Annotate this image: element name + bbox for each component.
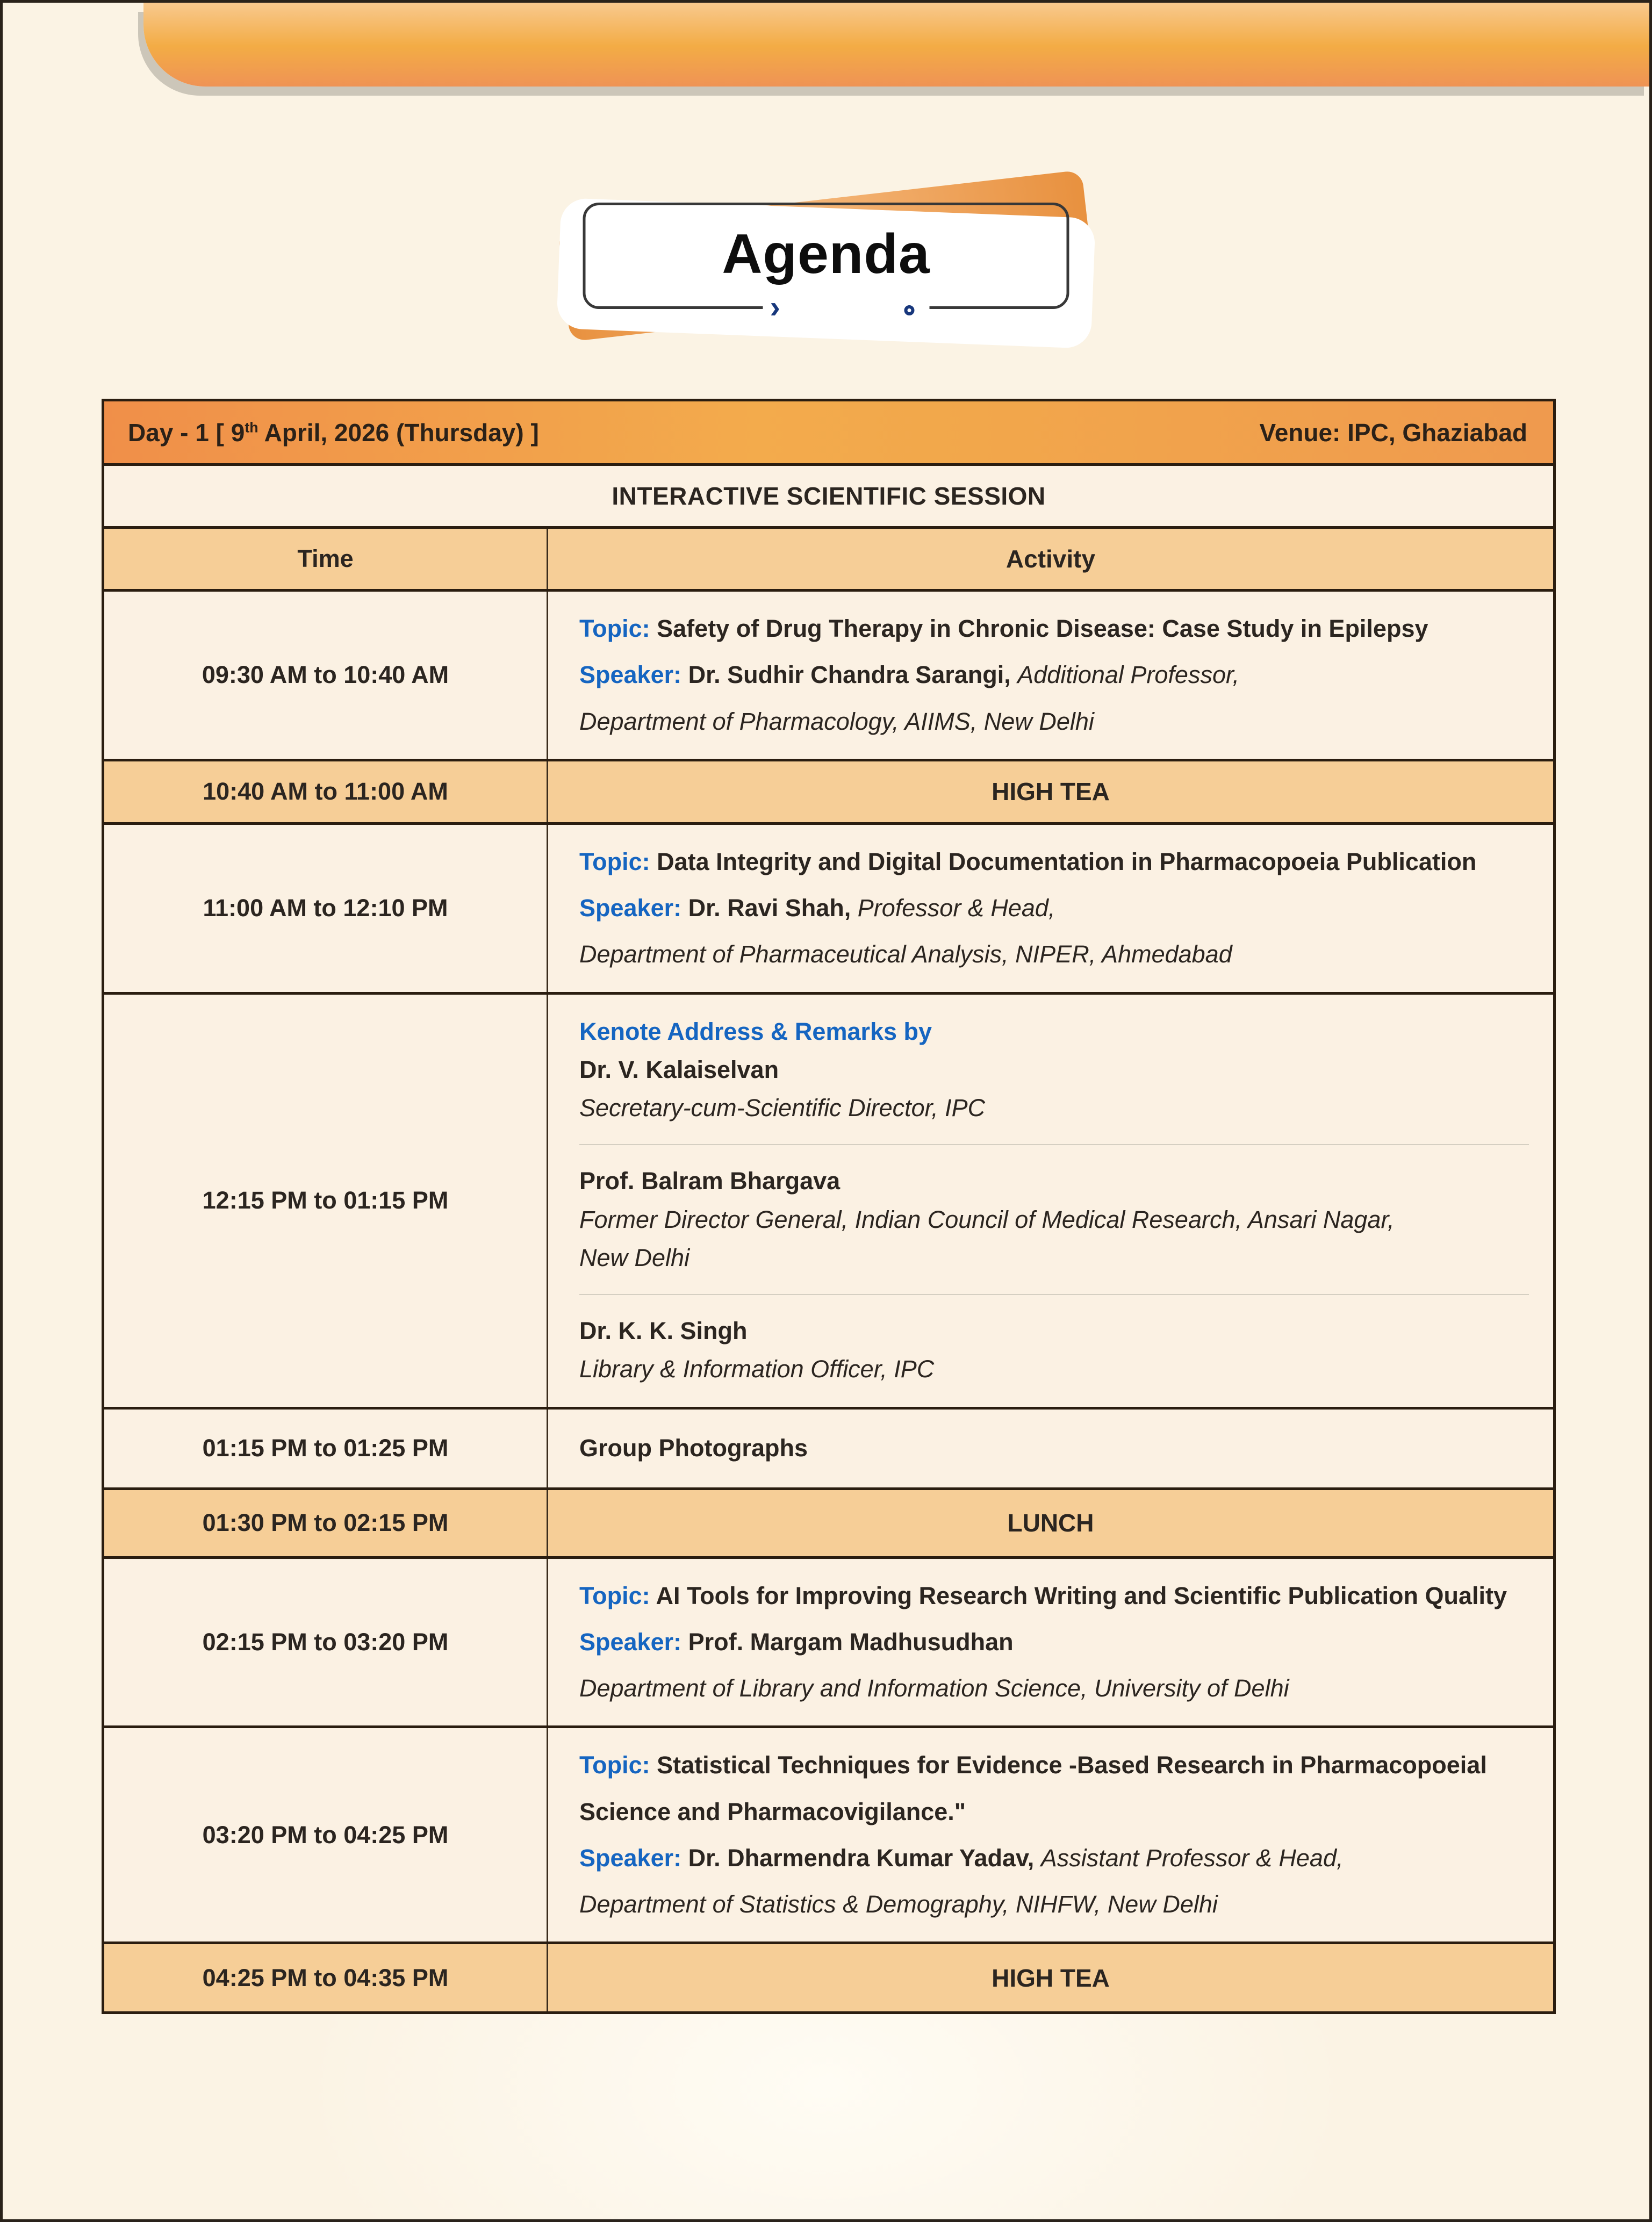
session-row: [104, 822, 1553, 992]
text-segment: Department of Pharmaceutical Analysis, NIPER, Ahmedabad: [579, 940, 1232, 968]
time-cell: [104, 1410, 548, 1487]
activity-cell: [548, 592, 1553, 759]
activity-cell: [548, 825, 1553, 992]
text-segment: Dr. Ravi Shah,: [688, 894, 858, 922]
text-segment: Data Integrity and Digital Documentation in Pharmacopoeia Publication: [657, 847, 1477, 875]
break-row: [104, 759, 1553, 822]
time-label: Time: [297, 545, 354, 572]
activity-line: [579, 1750, 1529, 1780]
activity-line: [579, 660, 1529, 690]
break-label: HIGH TEA: [992, 1964, 1110, 1992]
activity-line: [579, 939, 1529, 969]
circle-icon: [904, 305, 915, 315]
text-segment: Former Director General, Indian Council of Medical Research, Ansari Nagar,: [579, 1205, 1395, 1233]
text-segment: Secretary-cum-Scientific Director, IPC: [579, 1094, 986, 1121]
column-header-row: [104, 526, 1553, 589]
text-segment: Day - 1 [ 9: [128, 418, 245, 447]
break-label-cell: [548, 1490, 1553, 1556]
speaker-block: [579, 1158, 1529, 1281]
session-row: [104, 1556, 1553, 1726]
text-segment: Dr. Dharmendra Kumar Yadav,: [688, 1844, 1041, 1872]
text-segment: Additional Professor,: [1017, 661, 1239, 689]
agenda-title-block: [583, 203, 1069, 325]
activity-line: [579, 1627, 1529, 1657]
time-label: 10:40 AM to 11:00 AM: [203, 778, 448, 806]
time-cell: [104, 761, 548, 822]
text-segment: Professor & Head,: [857, 894, 1055, 922]
time-cell: [104, 1728, 548, 1941]
time-label: 02:15 PM to 03:20 PM: [202, 1628, 449, 1656]
break-label-cell: [548, 1944, 1553, 2011]
time-cell: [104, 825, 548, 992]
session-title: INTERACTIVE SCIENTIFIC SESSION: [612, 482, 1046, 510]
activity-line: [579, 1316, 1529, 1346]
text-segment: April, 2026 (Thursday) ]: [258, 418, 539, 447]
speaker-divider: [579, 1144, 1529, 1145]
time-label: 09:30 AM to 10:40 AM: [202, 661, 449, 689]
session-row: [104, 1725, 1553, 1941]
page-title: Agenda: [722, 222, 930, 285]
day-label: [128, 418, 539, 447]
activity-line: [579, 1843, 1529, 1873]
text-segment: Venue: IPC, Ghaziabad: [1259, 418, 1527, 447]
activity-cell: [548, 1728, 1553, 1941]
activity-line: [579, 1243, 1529, 1273]
text-segment: Topic:: [579, 1581, 656, 1609]
activity-line: [579, 1797, 1529, 1827]
activity-line: [579, 1581, 1529, 1611]
activity-cell: [548, 1410, 1553, 1487]
activity-line: [579, 1166, 1529, 1196]
text-segment: th: [245, 419, 258, 436]
time-label: 11:00 AM to 12:10 PM: [203, 894, 448, 922]
session-title-row: [104, 463, 1553, 526]
text-segment: Prof. Margam Madhusudhan: [688, 1628, 1014, 1656]
activity-line: [579, 1017, 1529, 1047]
activity-cell: [548, 1559, 1553, 1726]
break-row: [104, 1941, 1553, 2011]
text-segment: Department of Library and Information Science, University of Delhi: [579, 1674, 1289, 1702]
time-column-header: [104, 529, 548, 589]
text-segment: Dr. Sudhir Chandra Sarangi,: [688, 661, 1018, 689]
activity-line: [579, 847, 1529, 877]
time-label: 03:20 PM to 04:25 PM: [202, 1821, 449, 1849]
time-label: 01:15 PM to 01:25 PM: [202, 1434, 449, 1462]
text-segment: Department of Pharmacology, AIIMS, New Delhi: [579, 707, 1094, 735]
session-title-cell: [104, 466, 1553, 526]
header-band-decoration: [143, 3, 1649, 87]
session-row: [104, 589, 1553, 759]
speaker-block: [579, 1009, 1529, 1132]
text-segment: Kenote Address & Remarks by: [579, 1017, 932, 1045]
agenda-table: [102, 399, 1556, 2014]
break-label: HIGH TEA: [992, 778, 1110, 806]
text-segment: Dr. V. Kalaiselvan: [579, 1055, 779, 1083]
text-segment: Speaker:: [579, 661, 688, 689]
time-cell: [104, 1559, 548, 1726]
text-segment: Speaker:: [579, 894, 688, 922]
text-segment: AI Tools for Improving Research Writing and Scientific Publication Quality: [656, 1581, 1507, 1609]
text-segment: Safety of Drug Therapy in Chronic Disease: Case Study in Epilepsy: [657, 615, 1428, 642]
agenda-title-box: [583, 203, 1069, 309]
activity-line: [579, 1889, 1529, 1919]
arrow-icon: ›: [770, 290, 780, 325]
text-segment: Group Photographs: [579, 1434, 808, 1462]
day-header-row: [104, 401, 1553, 463]
session-row: [104, 1407, 1553, 1487]
speaker-divider: [579, 1294, 1529, 1295]
activity-line: [579, 1055, 1529, 1085]
text-segment: Speaker:: [579, 1628, 688, 1656]
time-cell: [104, 592, 548, 759]
time-label: 04:25 PM to 04:35 PM: [202, 1964, 449, 1991]
activity-line: [579, 1673, 1529, 1703]
text-segment: Topic:: [579, 847, 657, 875]
activity-line: [579, 614, 1529, 644]
day-header-cell: [104, 401, 1553, 463]
time-cell: [104, 1944, 548, 2011]
speaker-block: [579, 1308, 1529, 1393]
activity-line: [579, 1093, 1529, 1123]
break-label: LUNCH: [1007, 1509, 1094, 1537]
activity-line: [579, 1354, 1529, 1384]
activity-line: [579, 1205, 1529, 1235]
text-segment: Library & Information Officer, IPC: [579, 1355, 935, 1383]
activity-line: [579, 893, 1529, 923]
time-label: 01:30 PM to 02:15 PM: [202, 1509, 449, 1536]
activity-cell: [548, 995, 1553, 1407]
time-label: 12:15 PM to 01:15 PM: [202, 1186, 449, 1214]
text-segment: Dr. K. K. Singh: [579, 1317, 748, 1344]
text-segment: Speaker:: [579, 1844, 688, 1872]
text-segment: Department of Statistics & Demography, NIHFW, New Delhi: [579, 1890, 1218, 1918]
text-segment: Prof. Balram Bhargava: [579, 1167, 841, 1195]
text-segment: Topic:: [579, 1751, 657, 1779]
keynote-row: [104, 992, 1553, 1407]
break-row: [104, 1487, 1553, 1556]
text-segment: Topic:: [579, 615, 657, 642]
break-label-cell: [548, 761, 1553, 822]
activity-header-label: Activity: [1005, 545, 1096, 573]
activity-line: [579, 1433, 1529, 1463]
text-segment: Statistical Techniques for Evidence -Based Research in Pharmacopoeial: [657, 1751, 1487, 1779]
text-segment: Assistant Professor & Head,: [1040, 1844, 1344, 1872]
time-cell: [104, 1490, 548, 1556]
time-cell: [104, 995, 548, 1407]
activity-column-header: [548, 529, 1553, 589]
activity-line: [579, 707, 1529, 737]
venue-label: [1260, 418, 1527, 447]
text-segment: Science and Pharmacovigilance.": [579, 1797, 966, 1825]
text-segment: New Delhi: [579, 1243, 690, 1271]
